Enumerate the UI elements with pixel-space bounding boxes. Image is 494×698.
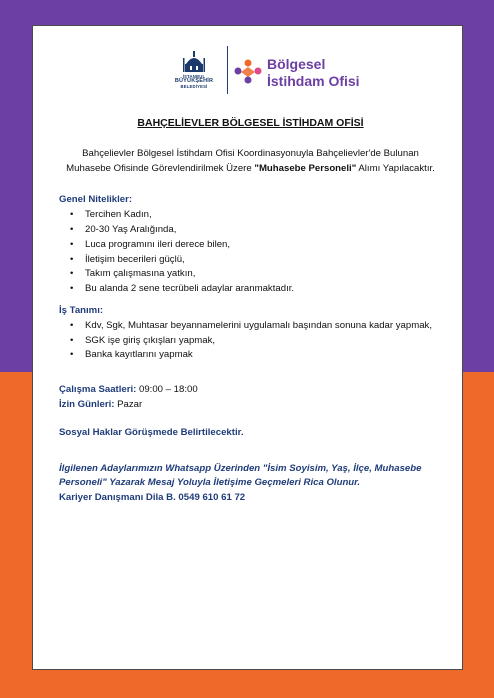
social-benefits: Sosyal Haklar Görüşmede Belirtilecektir. bbox=[59, 426, 244, 438]
contact-instruction: İlgilenen Adaylarımızın Whatsapp Üzerinden "İsim Soyisim, Yaş, İlçe, Muhasebe Personeli" Yazarak Mesaj Yoluyla İletişime Geçmeleri Rica Olunur. bbox=[59, 462, 422, 489]
list-item: • Takım çalışmasına yatkın, bbox=[85, 267, 442, 282]
bullet-icon: • bbox=[70, 283, 74, 295]
days-off bbox=[59, 398, 442, 413]
bullet-icon: • bbox=[70, 268, 74, 280]
office-logo bbox=[233, 54, 383, 94]
bullet-icon: • bbox=[70, 349, 74, 361]
working-hours-value: 09:00 – 18:00 bbox=[139, 384, 198, 396]
qualifications-list bbox=[59, 208, 442, 297]
bullet-icon: • bbox=[70, 319, 74, 331]
career-advisor: Kariyer Danışmanı Dila B. 0549 610 61 72 bbox=[59, 492, 246, 504]
working-hours-label: Çalışma Saatleri: bbox=[59, 384, 137, 396]
job-description-list bbox=[59, 319, 442, 363]
days-off-label: İzin Günleri: bbox=[59, 398, 115, 410]
job-description-heading: İş Tanımı: bbox=[59, 304, 104, 316]
days-off-value: Pazar bbox=[117, 398, 143, 410]
office-logo-line2: İstihdam Ofisi bbox=[267, 73, 360, 89]
list-item: • Banka kayıtlarını yapmak bbox=[85, 348, 442, 363]
intro-tail: Alımı Yapılacaktır. bbox=[358, 162, 435, 174]
list-item: • 20-30 Yaş Aralığında, bbox=[85, 223, 442, 238]
bullet-icon: • bbox=[70, 253, 74, 265]
posting-content bbox=[59, 116, 442, 506]
ibb-line1: İSTANBUL bbox=[182, 74, 206, 79]
office-emblem-icon bbox=[233, 58, 263, 86]
logo-bar bbox=[33, 46, 464, 106]
list-item: • İletişim becerileri güçlü, bbox=[85, 253, 442, 268]
working-hours bbox=[59, 383, 442, 398]
ibb-emblem-icon bbox=[181, 50, 207, 74]
list-item: • Tercihen Kadın, bbox=[85, 208, 442, 223]
ibb-line2: BÜYÜKŞEHİR bbox=[174, 78, 214, 84]
list-item: • Bu alanda 2 sene tecrübeli adaylar aranmaktadır. bbox=[85, 282, 442, 297]
bullet-icon: • bbox=[70, 334, 74, 346]
list-item: • Luca programını ileri derece bilen, bbox=[85, 238, 442, 253]
bullet-icon: • bbox=[70, 238, 74, 250]
qualifications-heading: Genel Nitelikler: bbox=[59, 194, 133, 206]
position-name: "Muhasebe Personeli" bbox=[254, 162, 357, 174]
ibb-line3: BELEDİYESİ bbox=[180, 84, 208, 89]
list-item: • SGK işe giriş çıkışları yapmak, bbox=[85, 334, 442, 349]
job-posting-card bbox=[32, 25, 463, 670]
bullet-icon: • bbox=[70, 209, 74, 221]
intro-paragraph bbox=[59, 147, 442, 177]
page-title: BAHÇELİEVLER BÖLGESEL İSTİHDAM OFİSİ bbox=[137, 117, 364, 129]
intro-text: Bahçelievler Bölgesel İstihdam Ofisi Koordinasyonuyla Bahçelievler'de Bulunan Muhasebe Ofisinde Görevlendirilmek Üzere bbox=[66, 147, 419, 174]
ibb-logo bbox=[169, 50, 219, 89]
logo-divider bbox=[227, 46, 228, 94]
bullet-icon: • bbox=[70, 223, 74, 235]
list-item: • Kdv, Sgk, Muhtasar beyannamelerini uygulamalı başından sonuna kadar yapmak, bbox=[85, 319, 442, 334]
office-logo-line1: Bölgesel bbox=[267, 56, 326, 72]
